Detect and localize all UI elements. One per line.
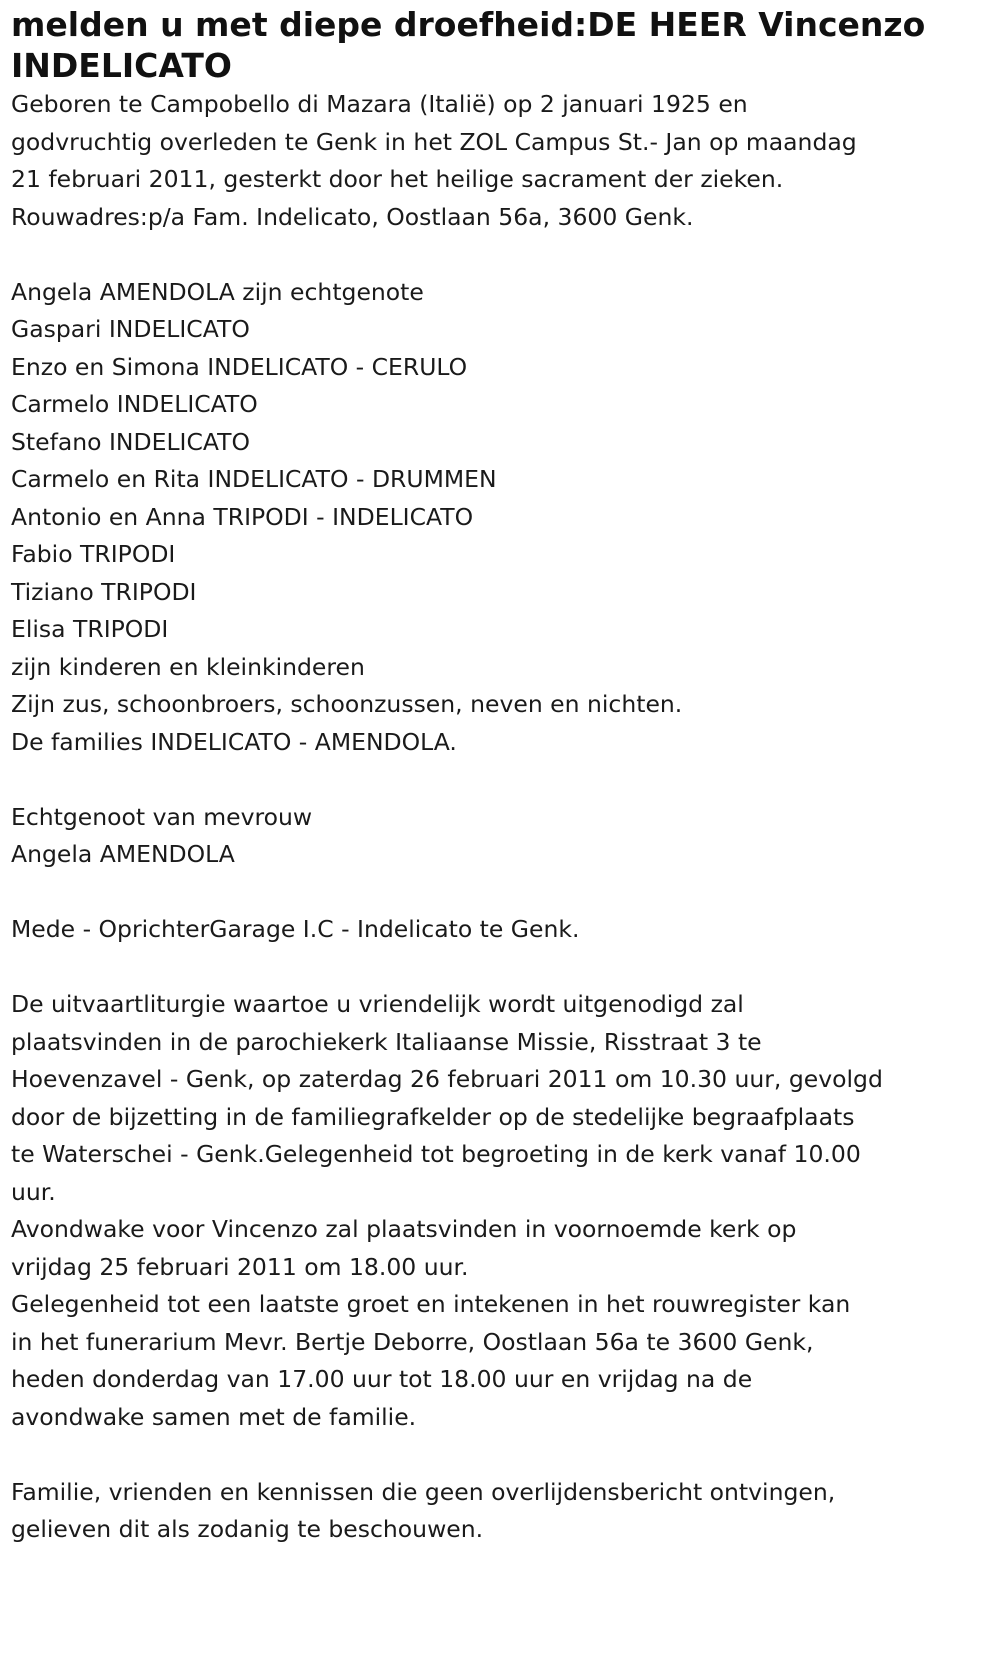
address-line: Rouwadres:p/a Fam. Indelicato, Oostlaan 56a, 3600 Genk. xyxy=(11,202,694,231)
family-member: Gaspari INDELICATO xyxy=(11,315,250,343)
family-member: Angela AMENDOLA zijn echtgenote xyxy=(11,277,424,306)
text-line: heden donderdag van 17.00 uur tot 18.00 uur en vrijdag na de xyxy=(11,1365,753,1393)
family-member: Carmelo en Rita INDELICATO - DRUMMEN xyxy=(11,465,497,493)
text-line: Hoevenzavel - Genk, op zaterdag 26 februari 2011 om 10.30 uur, gevolgd xyxy=(11,1065,883,1093)
family-member: De families INDELICATO - AMENDOLA. xyxy=(11,727,457,756)
text-line: Geboren te Campobello di Mazara (Italië) op 2 januari 1925 en xyxy=(11,90,748,118)
paragraph-gap xyxy=(11,874,990,912)
founder-paragraph xyxy=(11,911,990,949)
text-line: Gelegenheid tot een laatste groet en intekenen in het rouwregister kan xyxy=(11,1290,851,1318)
family-member: Stefano INDELICATO xyxy=(11,427,250,456)
family-member: Enzo en Simona INDELICATO - CERULO xyxy=(11,352,468,381)
text-line: door de bijzetting in de familiegrafkelder op de stedelijke begraafplaats xyxy=(11,1102,855,1131)
family-member: Fabio TRIPODI xyxy=(11,540,176,568)
paragraph-gap xyxy=(11,236,990,274)
text-line: godvruchtig overleden te Genk in het ZOL Campus St.- Jan op maandag xyxy=(11,127,857,156)
obituary-title xyxy=(11,4,990,86)
text-line: avondwake samen met de familie. xyxy=(11,1402,417,1431)
spouse-paragraph xyxy=(11,799,990,874)
text-line: Mede - OprichterGarage I.C - Indelicato te Genk. xyxy=(11,915,580,943)
title-line-1: melden u met diepe droefheid:DE HEER Vincenzo xyxy=(11,5,926,44)
birth-paragraph xyxy=(11,86,990,236)
text-line: vrijdag 25 februari 2011 om 18.00 uur. xyxy=(11,1252,469,1281)
family-member: Carmelo INDELICATO xyxy=(11,390,258,418)
family-member: Antonio en Anna TRIPODI - INDELICATO xyxy=(11,502,474,531)
text-line: uur. xyxy=(11,1177,56,1206)
text-line: Angela AMENDOLA xyxy=(11,840,235,868)
paragraph-gap xyxy=(11,1436,990,1474)
family-member: Elisa TRIPODI xyxy=(11,615,169,643)
text-line: Echtgenoot van mevrouw xyxy=(11,802,313,831)
closing-paragraph xyxy=(11,1474,990,1549)
text-line: te Waterschei - Genk.Gelegenheid tot begroeting in de kerk vanaf 10.00 xyxy=(11,1140,861,1168)
family-member: zijn kinderen en kleinkinderen xyxy=(11,652,365,681)
paragraph-gap xyxy=(11,949,990,987)
title-line-2: INDELICATO xyxy=(11,46,232,85)
family-member: Tiziano TRIPODI xyxy=(11,577,197,606)
text-line: plaatsvinden in de parochiekerk Italiaanse Missie, Risstraat 3 te xyxy=(11,1027,762,1056)
funeral-paragraph xyxy=(11,986,990,1436)
text-line: gelieven dit als zodanig te beschouwen. xyxy=(11,1515,484,1543)
text-line: Familie, vrienden en kennissen die geen overlijdensbericht ontvingen, xyxy=(11,1477,836,1506)
text-line: Avondwake voor Vincenzo zal plaatsvinden in voornoemde kerk op xyxy=(11,1215,797,1243)
text-line: De uitvaartliturgie waartoe u vriendelijk wordt uitgenodigd zal xyxy=(11,990,744,1018)
family-member: Zijn zus, schoonbroers, schoonzussen, neven en nichten. xyxy=(11,690,683,718)
text-line: in het funerarium Mevr. Bertje Deborre, Oostlaan 56a te 3600 Genk, xyxy=(11,1327,814,1356)
family-list xyxy=(11,274,990,762)
paragraph-gap xyxy=(11,761,990,799)
obituary-body xyxy=(11,86,990,1549)
text-line: 21 februari 2011, gesterkt door het heilige sacrament der zieken. xyxy=(11,165,784,193)
